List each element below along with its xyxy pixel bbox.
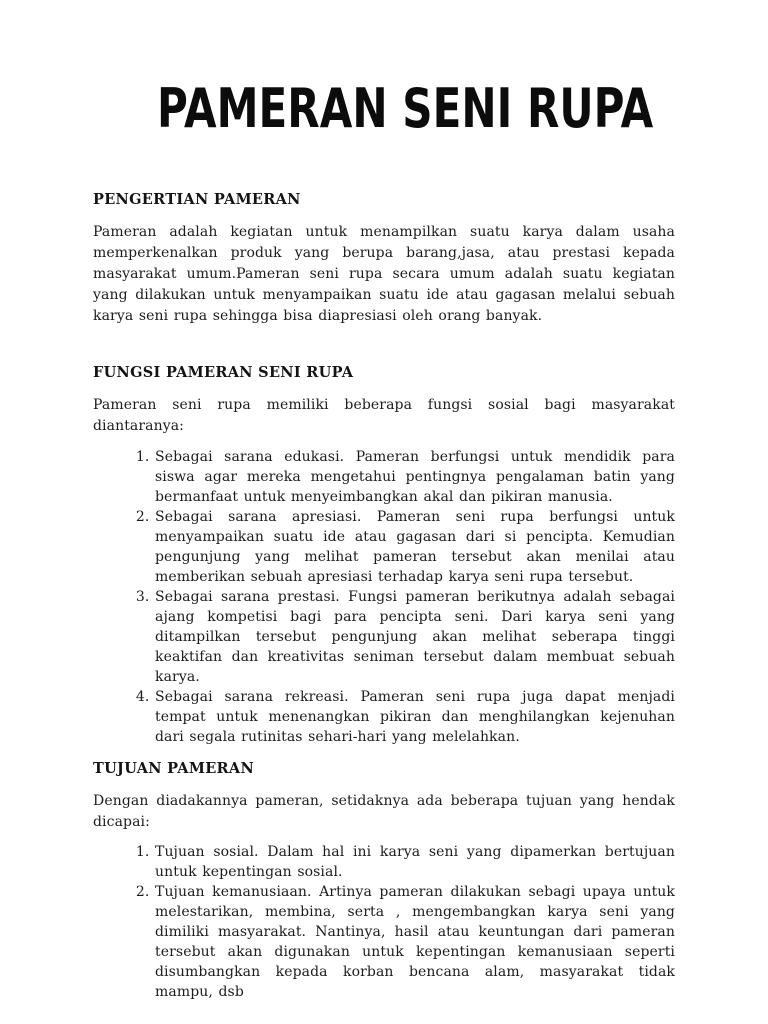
list-item: 2. Sebagai sarana apresiasi. Pameran seni rupa berfungsi untuk menyampaikan suatu ide atau gagasan dari si pencipta. Kemudian pengunjung yang melihat pameran tersebut akan menilai atau memberikan sebuah apresiasi terhadap karya seni rupa tersebut. [155, 507, 675, 587]
section-heading-pengertian: PENGERTIAN PAMERAN [93, 191, 301, 208]
list-item: 1. Tujuan sosial. Dalam hal ini karya seni yang dipamerkan bertujuan untuk kepentingan sosial. [155, 842, 675, 882]
document-title: PAMERAN SENI RUPA [157, 77, 654, 140]
fungsi-list [93, 447, 675, 747]
list-item: 3. Sebagai sarana prestasi. Fungsi pameran berikutnya adalah sebagai ajang kompetisi bagi para pencipta seni. Dari karya seni yang ditampilkan tersebut pengunjung akan melihat seberapa tinggi keaktifan dan kreativitas seniman tersebut dalam membuat sebuah karya. [155, 587, 675, 687]
list-item: 4. Sebagai sarana rekreasi. Pameran seni rupa juga dapat menjadi tempat untuk menenangkan pikiran dan menghilangkan kejenuhan dari segala rutinitas sehari-hari yang melelahkan. [155, 687, 675, 747]
section-heading-tujuan: TUJUAN PAMERAN [93, 760, 255, 777]
tujuan-list [93, 842, 675, 1002]
paragraph-fungsi-intro: Pameran seni rupa memiliki beberapa fungsi sosial bagi masyarakat diantaranya: [93, 397, 675, 434]
paragraph-pengertian: Pameran adalah kegiatan untuk menampilkan suatu karya dalam usaha memperkenalkan produk yang berupa barang,jasa, atau prestasi kepada masyarakat umum.Pameran seni rupa secara umum adalah suatu kegiatan yang dilakukan untuk menyampaikan suatu ide atau gagasan melalui sebuah karya seni rupa sehingga bisa diapresiasi oleh orang banyak. [93, 224, 675, 324]
list-item: 1. Sebagai sarana edukasi. Pameran berfungsi untuk mendidik para siswa agar mereka mengetahui pentingnya pengalaman batin yang bermanfaat untuk menyeimbangkan akal dan pikiran manusia. [155, 447, 675, 507]
section-heading-fungsi: FUNGSI PAMERAN SENI RUPA [93, 364, 354, 381]
paragraph-tujuan-intro: Dengan diadakannya pameran, setidaknya ada beberapa tujuan yang hendak dicapai: [93, 793, 675, 830]
list-item: 2. Tujuan kemanusiaan. Artinya pameran dilakukan sebagi upaya untuk melestarikan, membina, serta , mengembangkan karya seni yang dimiliki masyarakat. Nantinya, hasil atau keuntungan dari pameran tersebut akan digunakan untuk kepentingan kemanusiaan seperti disumbangkan kepada korban bencana alam, masyarakat tidak mampu, dsb [155, 882, 675, 1002]
document-content [0, 77, 768, 1002]
